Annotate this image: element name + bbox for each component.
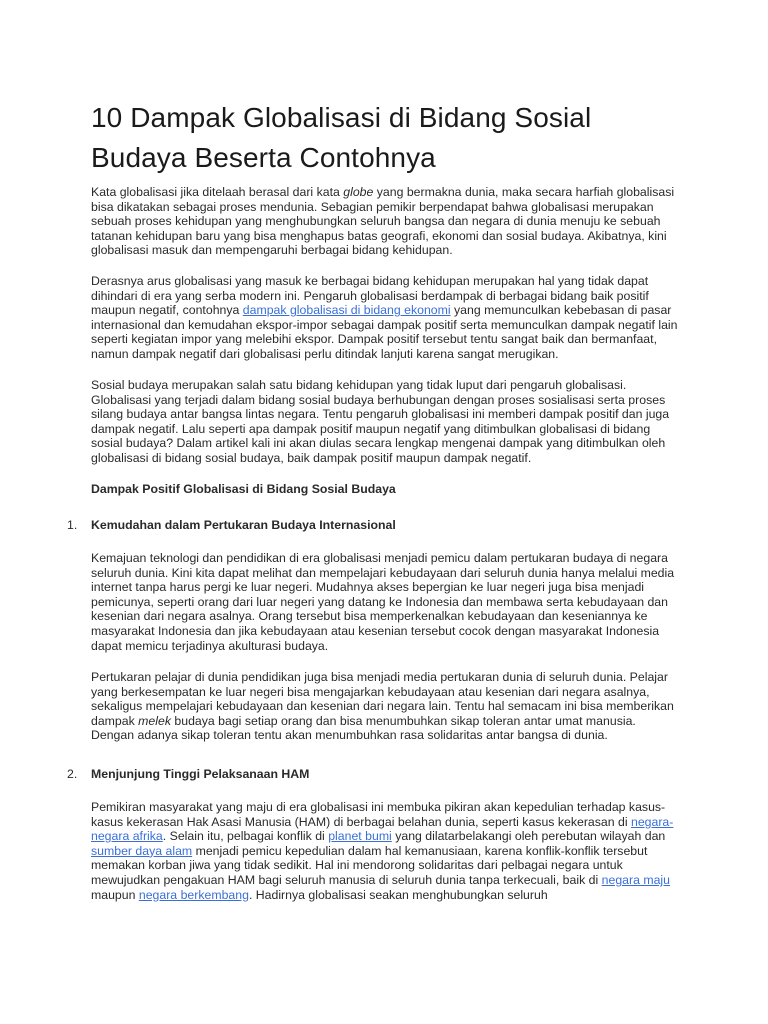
list-number-1: 1. bbox=[67, 518, 78, 532]
italic-term: globe bbox=[343, 185, 374, 199]
link-negara-berkembang[interactable]: negara berkembang bbox=[138, 887, 249, 902]
text-run: menjadi pemicu kepedulian dalam hal kemanusiaan, karena konflik-konflik tersebut memakan korban jiwa yang tidak sedikit. Hal ini mendorong solidaritas dari pelbagai negara untuk mewujudkan pengakuan HAM bagi seluruh manusia di seluruh dunia tanpa terkecuali, baik di bbox=[91, 843, 648, 887]
list-item-heading-2: Menjunjung Tinggi Pelaksanaan HAM bbox=[91, 767, 310, 781]
intro-paragraph-1 bbox=[91, 185, 681, 258]
intro-paragraph-2 bbox=[91, 274, 681, 362]
text-run: yang memunculkan kebebasan di pasar internasional dan kemudahan ekspor-impor sebagai dampak positif serta memunculkan dampak negatif lain seperti kegiatan impor yang melebihi ekspor. Dampak positif tersebut tentu sangat baik dan bermanfaat, namun dampak negatif dari globalisasi perlu ditindak lanjuti karena sangat merugikan. bbox=[91, 303, 678, 361]
text-run: Pertukaran pelajar di dunia pendidikan juga bisa menjadi media pertukaran dunia di seluruh dunia. Pelajar yang berkesempatan ke luar negeri bisa mengajarkan kebudayaan atau kesenian dari negara asalnya, sekaligus mempelajari kebudayaan dan kesenian dari negara lain. Tentu hal semacam ini bisa memberikan dampak bbox=[91, 670, 674, 728]
text-run: budaya bagi setiap orang dan bisa menumbuhkan sikap toleran antar umat manusia. Dengan adanya sikap toleran tentu akan menumbuhkan rasa solidaritas antar bangsa di dunia. bbox=[91, 713, 636, 743]
italic-term: melek bbox=[138, 713, 171, 728]
intro-paragraph-3: Sosial budaya merupakan salah satu bidang kehidupan yang tidak luput dari pengaruh globalisasi. Globalisasi yang terjadi dalam bidang sosial budaya berhubungan dengan proses sosialisasi serta proses silang budaya antar bangsa lintas negara. Tentu pengaruh globalisasi ini memberi dampak positif dan juga dampak negatif. Lalu seperti apa dampak positif maupun negatif yang ditimbulkan globalisasi di bidang sosial budaya? Dalam artikel kali ini akan diulas secara lengkap mengenai dampak yang ditimbulkan oleh globalisasi di bidang sosial budaya, baik dampak positif maupun dampak negatif. bbox=[91, 378, 670, 465]
text-run: yang bermakna dunia, maka secara harfiah globalisasi bisa dikatakan sebagai proses mendunia. Sebagian pemikir berpendapat bahwa globalisasi merupakan sebuah proses kehidupan yang menghubungkan seluruh bangsa dan negara di dunia menuju ke sebuah tatanan kehidupan baru yang bisa menghapus batas geografi, ekonomi dan sosial budaya. Akibatnya, kini globalisasi masuk dan mempengaruhi berbagai bidang kehidupan. bbox=[91, 185, 675, 258]
text-run: maupun bbox=[91, 887, 139, 902]
link-sumber-daya-alam[interactable]: sumber daya alam bbox=[91, 843, 193, 858]
text-run: Kata globalisasi jika ditelaah berasal dari kata bbox=[91, 185, 344, 199]
text-run: . Hadirnya globalisasi seakan menghubungkan seluruh bbox=[248, 887, 548, 902]
text-run: Pemikiran masyarakat yang maju di era globalisasi ini membuka pikiran akan kepedulian terhadap kasus-kasus kekerasan Hak Asasi Manusia (HAM) di berbagai belahan dunia, seperti kasus kekerasan di bbox=[91, 800, 666, 829]
link-dampak-ekonomi[interactable]: dampak globalisasi di bidang ekonomi bbox=[242, 303, 451, 318]
item1-paragraph-1: Kemajuan teknologi dan pendidikan di era globalisasi menjadi pemicu dalam pertukaran budaya di negara seluruh dunia. Kini kita dapat melihat dan mempelajari kebudayaan dari seluruh dunia hanya melalui media internet tanpa harus pergi ke luar negeri. Mudahnya akses bepergian ke luar negeri juga bisa menjadi pemicunya, seperti orang dari luar negeri yang datang ke Indonesia dan membawa serta kebudayaan dan kesenian dari negara asalnya. Orang tersebut bisa memperkenalkan kebudayaan dan keseniannya ke masyarakat Indonesia dan jika kebudayaan atau kesenian tersebut cocok dengan masyarakat Indonesia dapat memicu terjadinya akulturasi budaya. bbox=[91, 551, 675, 653]
text-run: yang dilatarbelakangi oleh perebutan wilayah dan bbox=[391, 829, 666, 844]
page-title: 10 Dampak Globalisasi di Bidang Sosial Budaya Beserta Contohnya bbox=[91, 102, 592, 173]
text-run: Derasnya arus globalisasi yang masuk ke berbagai bidang kehidupan merupakan hal yang tidak dapat dihindari di era yang serba modern ini. Pengaruh globalisasi berdampak di berbagai bidang baik positif maupun negatif, contohnya bbox=[91, 274, 649, 318]
link-negara-maju[interactable]: negara maju bbox=[601, 872, 671, 887]
list-item-heading-1: Kemudahan dalam Pertukaran Budaya Internasional bbox=[91, 518, 396, 532]
item2-paragraph bbox=[91, 800, 681, 902]
link-negara-afrika[interactable]: negara-negara afrika bbox=[91, 814, 674, 844]
section-heading: Dampak Positif Globalisasi di Bidang Sosial Budaya bbox=[91, 482, 396, 496]
item1-paragraph-2 bbox=[91, 670, 681, 743]
link-planet-bumi[interactable]: planet bumi bbox=[328, 829, 392, 844]
text-run: . Selain itu, pelbagai konflik di bbox=[162, 829, 329, 844]
list-number-2: 2. bbox=[67, 767, 78, 781]
